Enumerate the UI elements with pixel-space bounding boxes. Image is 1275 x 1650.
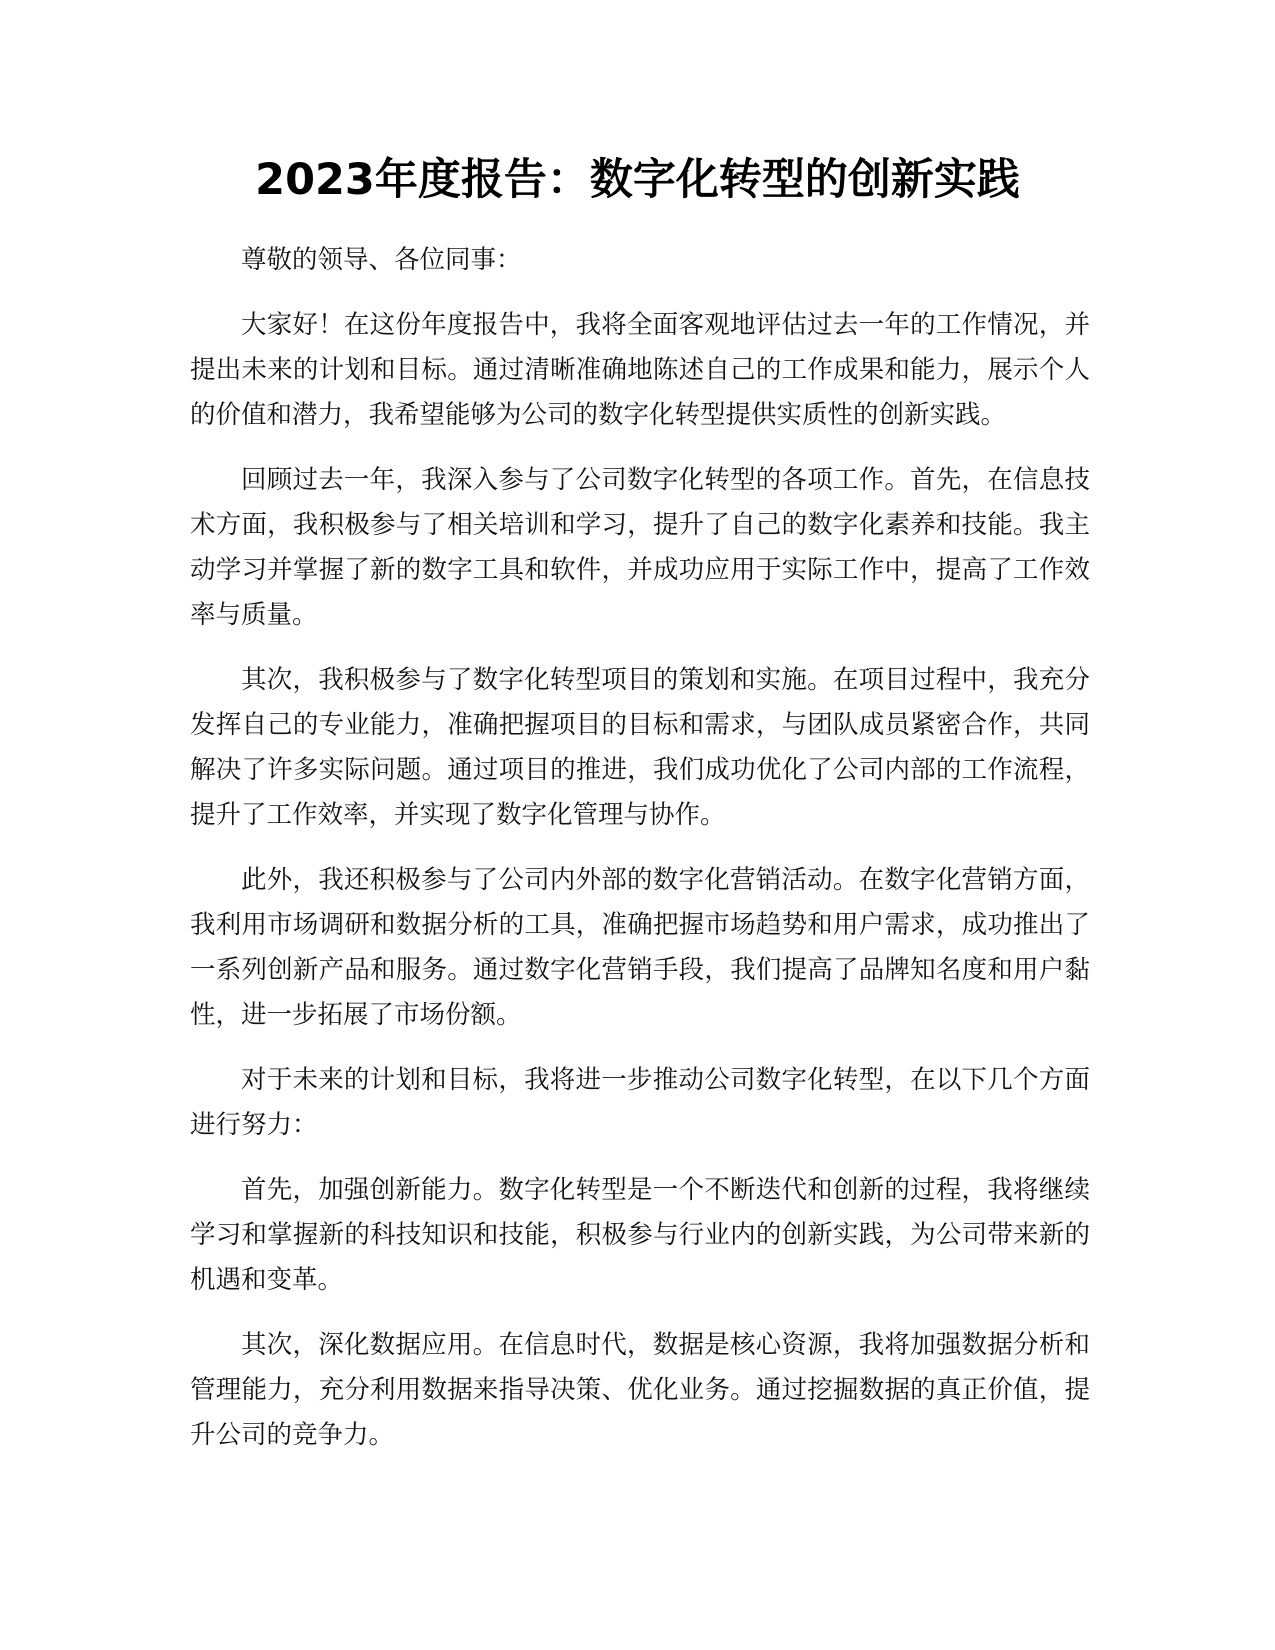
project-paragraph: 其次，我积极参与了数字化转型项目的策划和实施。在项目过程中，我充分发挥自己的专业能力，准确把握项目的目标和需求，与团队成员紧密合作，共同解决了许多实际问题。通过项目的推进，我们成功优化了公司内部的工作流程，提升了工作效率，并实现了数字化管理与协作。 <box>190 665 1090 830</box>
intro-paragraph: 大家好！在这份年度报告中，我将全面客观地评估过去一年的工作情况，并提出未来的计划和目标。通过清晰准确地陈述自己的工作成果和能力，展示个人的价值和潜力，我希望能够为公司的数字化转型提供实质性的创新实践。 <box>190 310 1090 430</box>
review-paragraph: 回顾过去一年，我深入参与了公司数字化转型的各项工作。首先，在信息技术方面，我积极参与了相关培训和学习，提升了自己的数字化素养和技能。我主动学习并掌握了新的数字工具和软件，并成功应用于实际工作中，提高了工作效率与质量。 <box>190 465 1090 630</box>
future-plan-paragraph: 对于未来的计划和目标，我将进一步推动公司数字化转型，在以下几个方面进行努力： <box>190 1065 1090 1140</box>
innovation-paragraph: 首先，加强创新能力。数字化转型是一个不断迭代和创新的过程，我将继续学习和掌握新的科技知识和技能，积极参与行业内的创新实践，为公司带来新的机遇和变革。 <box>190 1175 1090 1295</box>
salutation-paragraph: 尊敬的领导、各位同事： <box>241 245 522 275</box>
document-title: 2023年度报告：数字化转型的创新实践 <box>255 155 1020 205</box>
marketing-paragraph: 此外，我还积极参与了公司内外部的数字化营销活动。在数字化营销方面，我利用市场调研和数据分析的工具，准确把握市场趋势和用户需求，成功推出了一系列创新产品和服务。通过数字化营销手段，我们提高了品牌知名度和用户黏性，进一步拓展了市场份额。 <box>190 865 1090 1030</box>
document-body <box>190 238 1090 1478</box>
data-application-paragraph: 其次，深化数据应用。在信息时代，数据是核心资源，我将加强数据分析和管理能力，充分利用数据来指导决策、优化业务。通过挖掘数据的真正价值，提升公司的竞争力。 <box>190 1330 1090 1450</box>
